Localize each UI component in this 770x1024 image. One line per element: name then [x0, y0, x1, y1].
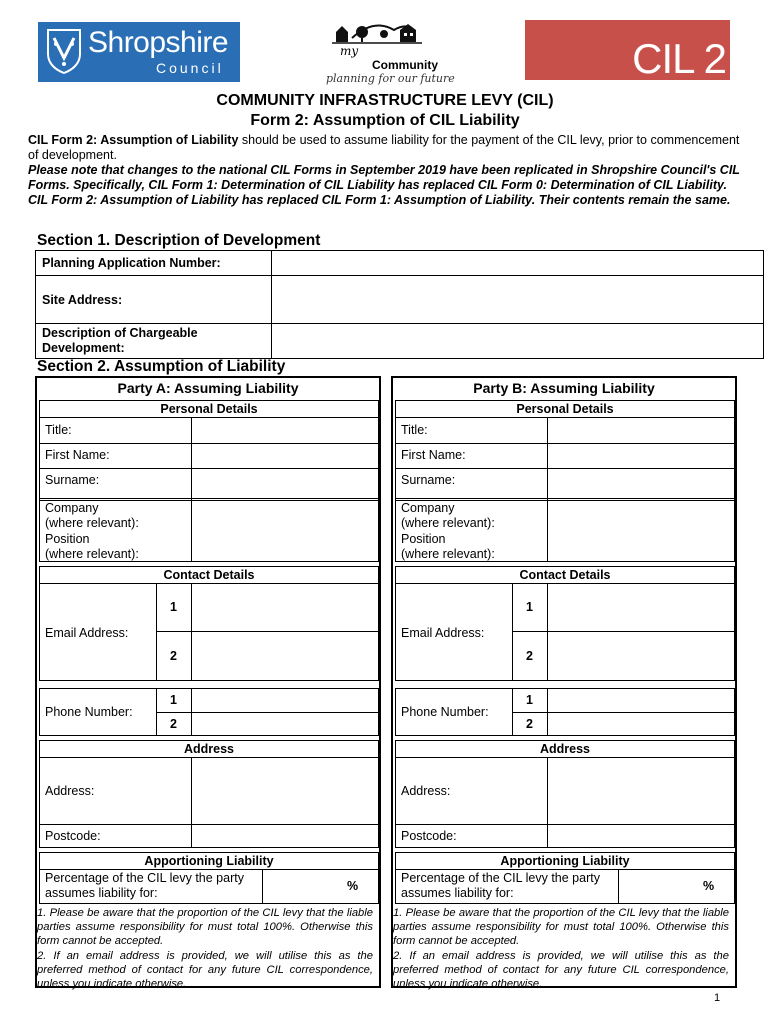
address-label: Address: [401, 784, 451, 798]
planning-application-field[interactable] [272, 251, 764, 276]
address-box [395, 740, 735, 848]
note-2: 2. If an email address is provided, we will utilise this as the preferred method of contact for any future CIL correspondence, unless you indicate otherwise. [393, 949, 729, 991]
percent-sign: % [347, 879, 359, 893]
contact-details-box [39, 566, 379, 681]
intro-lead [28, 133, 744, 163]
postcode-field[interactable] [548, 825, 734, 847]
cil-badge [525, 20, 730, 80]
party-heading: Party B: Assuming Liability [473, 380, 655, 396]
phone-1-field[interactable] [192, 689, 378, 711]
personal-details-box [395, 400, 735, 501]
site-address-label: Site Address: [36, 276, 272, 324]
phone-box [39, 688, 379, 736]
address-field[interactable] [548, 758, 734, 823]
apportioning-box [39, 852, 379, 904]
description-field[interactable] [272, 324, 764, 359]
phone-box [395, 688, 735, 736]
first-name-field[interactable] [548, 444, 734, 467]
surname-field[interactable] [548, 469, 734, 500]
email-2-field[interactable] [548, 632, 734, 680]
section2-heading: Section 2. Assumption of Liability [37, 358, 286, 375]
description-label: Description of Chargeable Development: [36, 324, 272, 359]
percentage-label: Percentage of the CIL levy the party assumes liability for: [45, 871, 244, 900]
position-sub: (where relevant): [45, 547, 139, 561]
contact-details-heading: Contact Details [519, 568, 611, 582]
postcode-field[interactable] [192, 825, 378, 847]
address-field[interactable] [192, 758, 378, 823]
contact-details-heading: Contact Details [163, 568, 255, 582]
page-number: 1 [714, 992, 721, 1004]
address-label: Address: [45, 784, 95, 798]
company-sub: (where relevant): [401, 516, 495, 530]
intro-lead-rest: should be used to assume liability for the payment of the CIL levy, prior to commencement of development. [28, 133, 740, 163]
phone-1-number: 1 [170, 693, 177, 707]
first-name-label: First Name: [45, 448, 110, 462]
phone-2-number: 2 [170, 717, 177, 731]
intro-lead-bold: CIL Form 2: Assumption of Liability [28, 133, 239, 147]
percentage-label: Percentage of the CIL levy the party assumes liability for: [401, 871, 600, 900]
phone-1-field[interactable] [548, 689, 734, 711]
company-label: Company [401, 501, 455, 515]
note-2: 2. If an email address is provided, we will utilise this as the preferred method of contact for any future CIL correspondence, unless you indicate otherwise. [37, 949, 373, 991]
first-name-label: First Name: [401, 448, 466, 462]
council-name: Shropshire [88, 26, 229, 59]
shield-icon [46, 28, 82, 74]
postcode-label: Postcode: [45, 829, 101, 843]
email-label: Email Address: [401, 626, 485, 640]
email-2-field[interactable] [192, 632, 378, 680]
percentage-field[interactable] [263, 870, 378, 903]
phone-1-number: 1 [526, 693, 533, 707]
party-notes [37, 906, 373, 991]
apportioning-heading: Apportioning Liability [500, 854, 630, 868]
title-field[interactable] [548, 418, 734, 442]
position-sub: (where relevant): [401, 547, 495, 561]
phone-2-number: 2 [526, 717, 533, 731]
email-label: Email Address: [45, 626, 129, 640]
note-1: 1. Please be aware that the proportion of the CIL levy that the liable parties assume responsibility for must total 100%. Otherwise this form cannot be accepted. [37, 907, 373, 948]
surname-label: Surname: [45, 473, 100, 487]
party-heading: Party A: Assuming Liability [117, 380, 299, 396]
address-box [39, 740, 379, 848]
position-label: Position [401, 532, 446, 546]
phone-label: Phone Number: [401, 705, 489, 719]
surname-field[interactable] [192, 469, 378, 500]
company-position-field[interactable] [192, 499, 378, 561]
intro-note: Please note that changes to the national CIL Forms in September 2019 have been replicated in Shropshire Council's CIL Forms. Specifically, CIL Form 1: Determination of CIL Liability has replaced CIL Form 0: Determination of CIL Liability. CIL Form 2: Assumption of Liability has replaced CIL Form 1: Assumption of Liability. Their contents remain the same. [28, 163, 740, 208]
surname-label: Surname: [401, 473, 456, 487]
address-heading: Address [539, 742, 591, 756]
percent-sign: % [703, 879, 715, 893]
planning-application-label: Planning Application Number: [36, 251, 272, 276]
houses-icon [322, 16, 442, 46]
note-1: 1. Please be aware that the proportion of the CIL levy that the liable parties assume responsibility for must total 100%. Otherwise this form cannot be accepted. [393, 907, 729, 948]
phone-2-field[interactable] [548, 713, 734, 735]
section1-heading: Section 1. Description of Development [37, 232, 321, 249]
personal-details-heading: Personal Details [516, 402, 614, 416]
shropshire-council-logo [38, 22, 240, 82]
title-label: Title: [401, 423, 428, 437]
position-label: Position [45, 532, 90, 546]
site-address-field[interactable] [272, 276, 764, 324]
party-a-panel [35, 376, 381, 991]
personal-details-box [39, 400, 379, 501]
title-label: Title: [45, 423, 72, 437]
company-box [39, 498, 379, 562]
address-heading: Address [183, 742, 235, 756]
postcode-label: Postcode: [401, 829, 457, 843]
apportioning-heading: Apportioning Liability [144, 854, 274, 868]
email-1-number: 1 [526, 600, 533, 614]
contact-details-box [395, 566, 735, 681]
personal-details-heading: Personal Details [160, 402, 258, 416]
company-box [395, 498, 735, 562]
company-label: Company [45, 501, 99, 515]
title-field[interactable] [192, 418, 378, 442]
first-name-field[interactable] [192, 444, 378, 467]
cil-badge-text: CIL 2 [632, 35, 726, 82]
development-table [35, 250, 764, 359]
council-sub: Council [156, 60, 224, 76]
my-community-logo [322, 16, 455, 86]
company-sub: (where relevant): [45, 516, 139, 530]
party-notes [393, 906, 729, 991]
community-my: my [340, 44, 359, 58]
company-position-field[interactable] [548, 499, 734, 561]
percentage-field[interactable] [619, 870, 734, 903]
form-title-line2: Form 2: Assumption of CIL Liability [250, 112, 520, 129]
apportioning-box [395, 852, 735, 904]
form-title-line1: COMMUNITY INFRASTRUCTURE LEVY (CIL) [216, 92, 554, 109]
phone-label: Phone Number: [45, 705, 133, 719]
email-1-field[interactable] [548, 584, 734, 630]
party-b-panel [391, 376, 737, 991]
phone-2-field[interactable] [192, 713, 378, 735]
email-2-number: 2 [170, 649, 177, 663]
email-2-number: 2 [526, 649, 533, 663]
email-1-field[interactable] [192, 584, 378, 630]
community-name: Community [372, 58, 438, 72]
email-1-number: 1 [170, 600, 177, 614]
community-tagline: planning for our future [326, 72, 455, 85]
